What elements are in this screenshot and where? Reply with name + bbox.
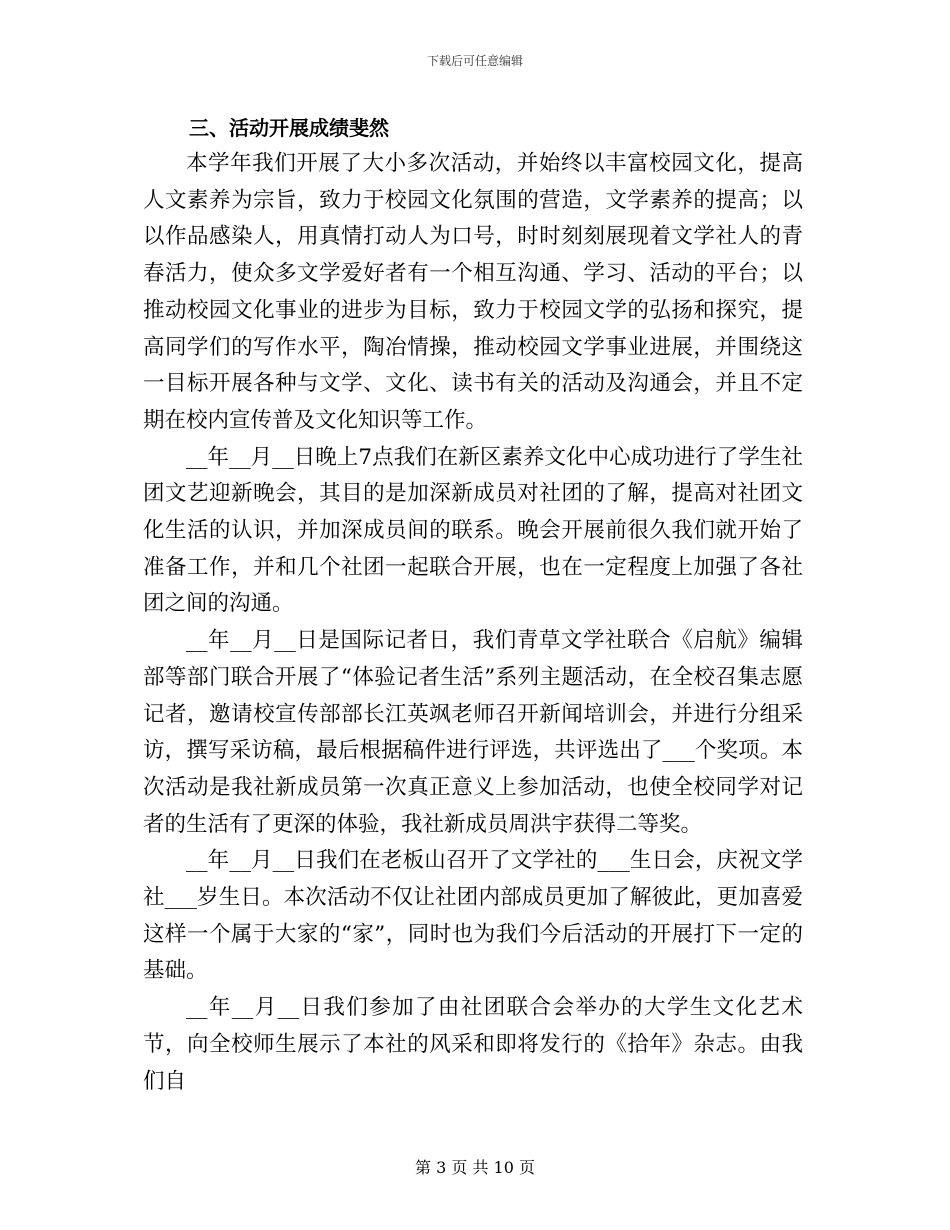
paragraph-welcome-party: __年__月__日晚上7点我们在新区素养文化中心成功进行了学生社团文艺迎新晚会，其目的是加深新成员对社团的了解，提高对社团文化生活的认识，并加深成员间的联系。晚会开展前很久我们就开始了准备工作，并和几个社团一起联合开展，也在一定程度上加强了各社团之间的沟通。 — [143, 444, 803, 617]
document-body — [143, 110, 803, 1100]
paragraph-journalist-day: __年__月__日是国际记者日，我们青草文学社联合《启航》编辑部等部门联合开展了“体验记者生活”系列主题活动，在全校召集志愿记者，邀请校宣传部部长江英飒老师召开新闻培训会，并进行分组采访，撰写采访稿，最后根据稿件进行评选，共评选出了___个奖项。本次活动是我社新成员第一次真正意义上参加活动，也使全校同学对记者的生活有了更深的体验，我社新成员周洪宇获得二等奖。 — [143, 628, 803, 837]
paragraph-art-festival: __年__月__日我们参加了由社团联合会举办的大学生文化艺术节，向全校师生展示了本社的风采和即将发行的《拾年》杂志。由我们自 — [143, 995, 803, 1094]
paragraph-mission: 本学年我们开展了大小多次活动，并始终以丰富校园文化，提高人文素养为宗旨，致力于校园文化氛围的营造，文学素养的提高；以以作品感染人，用真情打动人为口号，时时刻刻展现着文学社人的青春活力，使众多文学爱好者有一个相互沟通、学习、活动的平台；以推动校园文化事业的进步为目标，致力于校园文学的弘扬和探究，提高同学们的写作水平，陶冶情操，推动校园文学事业进展，并围绕这一目标开展各种与文学、文化、读书有关的活动及沟通会，并且不定期在校内宣传普及文化知识等工作。 — [143, 151, 803, 433]
page-number: 第 3 页 共 10 页 — [415, 1158, 535, 1177]
page-header-note: 下载后可任意编辑 — [426, 54, 523, 68]
section-heading: 三、活动开展成绩斐然 — [189, 116, 389, 140]
paragraph-birthday-party: __年__月__日我们在老板山召开了文学社的___生日会，庆祝文学社___岁生日。本次活动不仅让社团内部成员更加了解彼此，更加喜爱这样一个属于大家的“家”，同时也为我们今后活动的开展打下一定的基础。 — [143, 848, 803, 984]
